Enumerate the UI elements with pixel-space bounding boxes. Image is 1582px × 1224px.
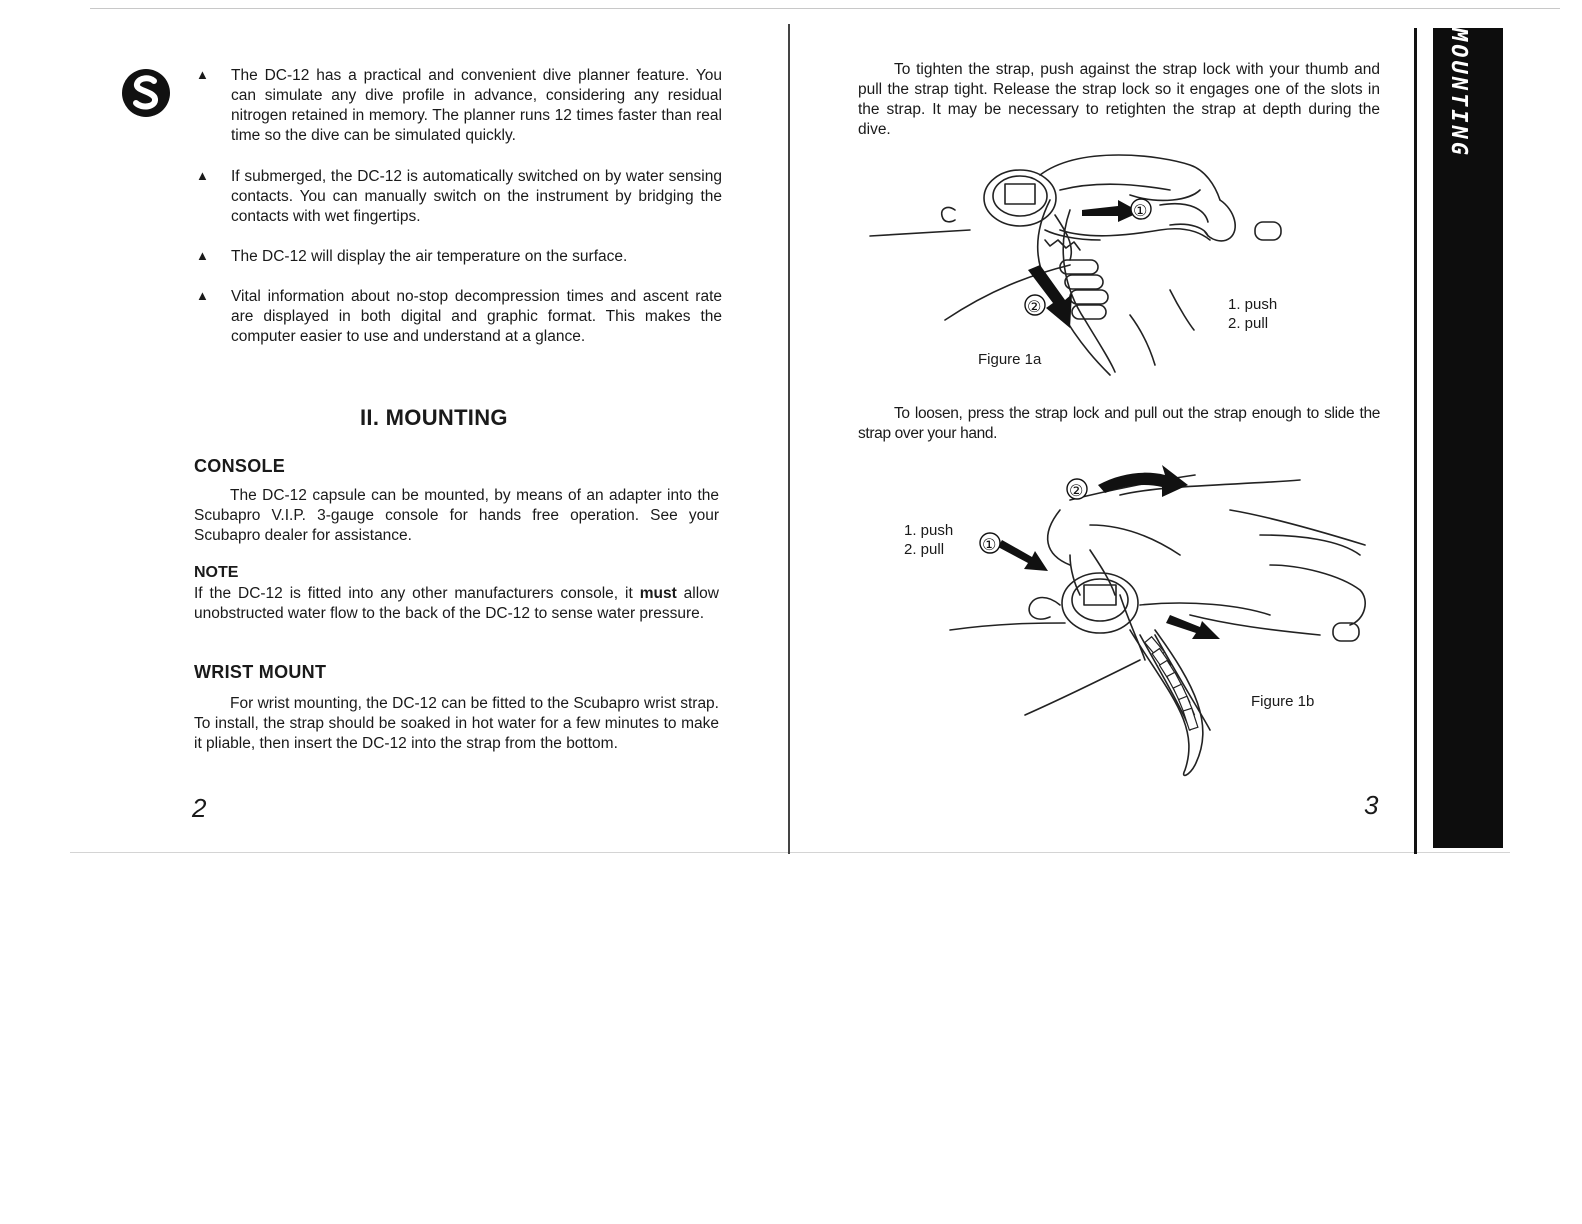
section-side-tab [1433, 28, 1503, 848]
bullet-text: If submerged, the DC-12 is automatically switched on by water sensing contacts. You can manually switch on the instrument by bridging the contacts with wet fingertips. [231, 168, 722, 225]
figure-1b-legend-pull: 2. pull [904, 541, 945, 558]
note-text-before: If the DC-12 is fitted into any other manufacturers console, it [194, 585, 640, 602]
page-number-right: 3 [1364, 790, 1379, 820]
figure-1a-legend [1228, 295, 1277, 333]
loosen-text: To loosen, press the strap lock and pull out the strap enough to slide the strap over your hand. [858, 405, 1380, 442]
tab-divider-line [1414, 28, 1417, 854]
page-number-left: 2 [192, 793, 207, 823]
figure-1a-legend-pull: 2. pull [1228, 315, 1269, 332]
figure-1b-illustration [940, 455, 1380, 785]
console-text: The DC-12 capsule can be mounted, by means of an adapter into the Scubapro V.I.P. 3-gauge console for hands free operation. See your Scubapro dealer for assistance. [194, 487, 719, 544]
figure-1a-legend-push: 1. push [1228, 296, 1278, 313]
wrist-mount-text: For wrist mounting, the DC-12 can be fitted to the Scubapro wrist strap. To install, the strap should be soaked in hot water for a few minutes to make it pliable, then insert the DC-12 into the strap from the bottom. [194, 695, 719, 752]
note-text-after: allow unobstructed water flow to the back of the DC-12 to sense water pressure. [194, 585, 719, 622]
bottom-edge-line [70, 852, 1510, 853]
figure-1a-marker-1: ① [1133, 201, 1148, 220]
triangle-bullet-icon: ▲ [196, 248, 209, 263]
triangle-bullet-icon: ▲ [196, 67, 209, 82]
wrist-mount-heading: WRIST MOUNT [194, 662, 327, 682]
scubapro-logo [120, 66, 172, 120]
note-text-emphasis: must [639, 585, 677, 602]
console-heading: CONSOLE [194, 456, 286, 476]
note-heading: NOTE [194, 564, 239, 581]
section-side-tab-label: MOUNTING [1446, 28, 1471, 158]
bullet-text: The DC-12 will display the air temperature on the surface. [231, 248, 628, 265]
figure-1a-illustration [860, 150, 1310, 385]
triangle-bullet-icon: ▲ [196, 288, 209, 303]
bullet-text: The DC-12 has a practical and convenient dive planner feature. You can simulate any dive profile in advance, considering any residual nitrogen retained in memory. The planner runs 12 times faster than real time so the dive can be simulated quickly. [231, 67, 722, 144]
page-gutter [788, 24, 790, 854]
figure-1b-caption: Figure 1b [1251, 693, 1315, 710]
note-text [194, 584, 719, 624]
figure-1b-legend-push: 1. push [904, 522, 954, 539]
figure-1a-marker-2: ② [1027, 297, 1042, 316]
bullet-text: Vital information about no-stop decompression times and ascent rate are displayed in both digital and graphic format. This makes the computer easier to use and understand at a glance. [231, 288, 722, 345]
figure-1a-caption: Figure 1a [978, 351, 1042, 368]
figure-1b-legend [904, 521, 953, 559]
triangle-bullet-icon: ▲ [196, 168, 209, 183]
tighten-text: To tighten the strap, push against the strap lock with your thumb and pull the strap tight. Release the strap lock so it engages one of the slots in the strap. It may be necessary to retighten the strap at depth during the dive. [858, 61, 1380, 138]
section-title: II. MOUNTING [360, 405, 508, 430]
top-edge-line [90, 8, 1560, 9]
figure-1b-marker-1: ① [982, 535, 997, 554]
figure-1b-marker-2: ② [1069, 481, 1084, 500]
